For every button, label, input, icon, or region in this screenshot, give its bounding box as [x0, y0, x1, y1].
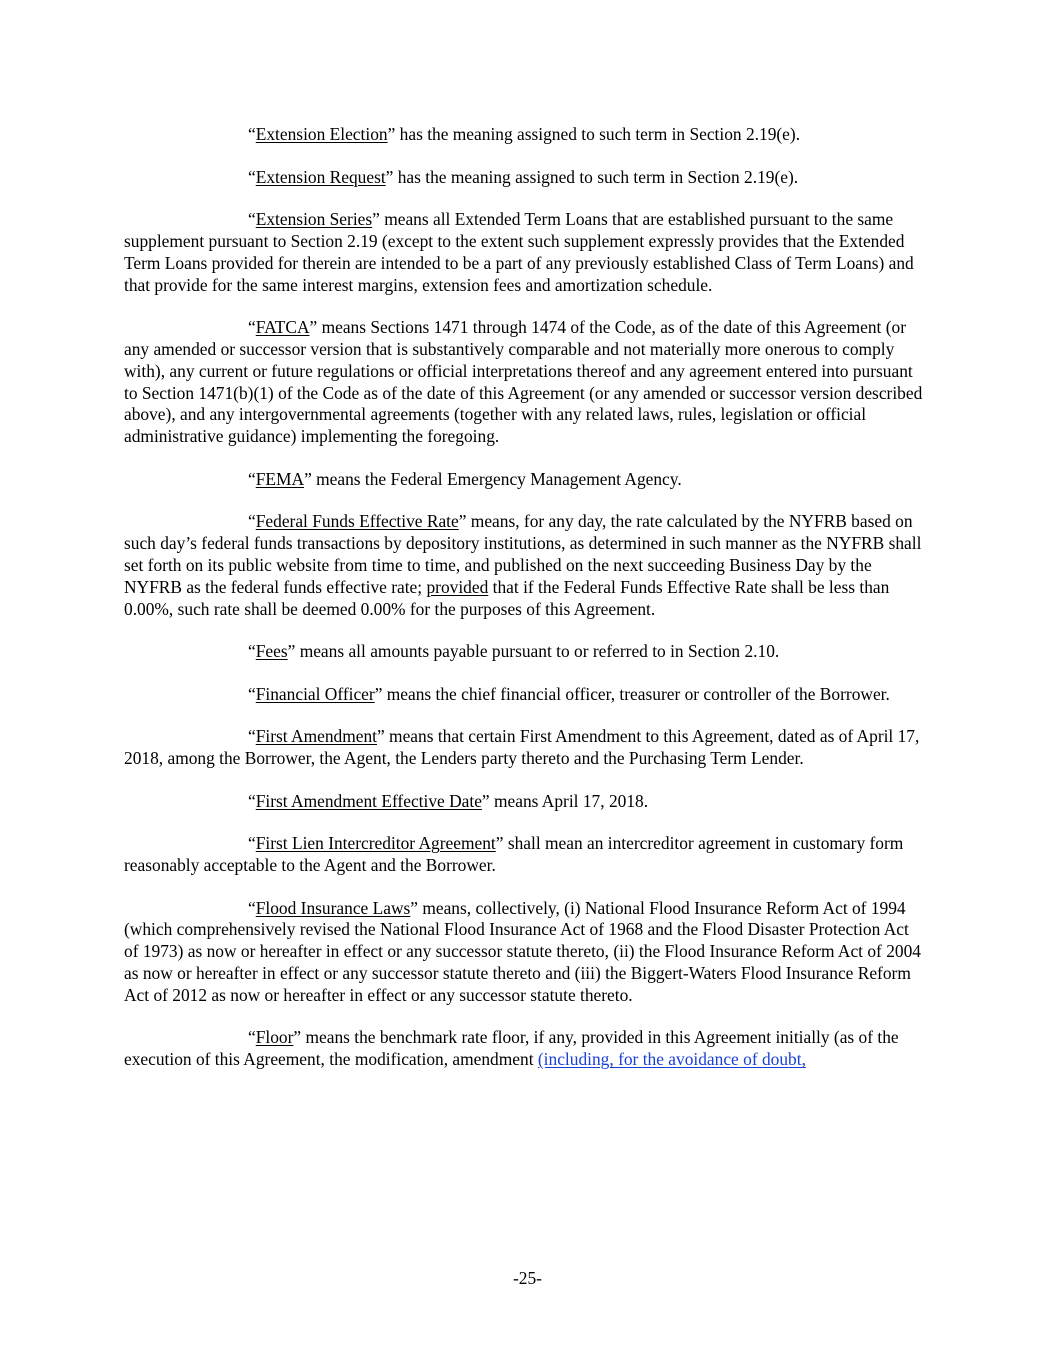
definition-first-amendment-effective-date	[124, 791, 924, 813]
definition-financial-officer	[124, 684, 924, 706]
definition-text: ” means, collectively, (i) National Flood Insurance Reform Act of 1994 (which comprehensively revised the National Flood Insurance Act of 1968 and the Flood Disaster Protection Act of 1973) as now or hereafter in effect or any successor statute thereto, (ii) the Flood Insurance Reform Act of 2004 as now or hereafter in effect or any successor statute thereto and (iii) the Biggert-Waters Flood Insurance Reform Act of 2012 as now or hereafter in effect or any successor statute thereto.	[124, 897, 921, 1005]
definition-first-lien-intercreditor-agreement	[124, 833, 924, 877]
definition-floor	[124, 1027, 924, 1071]
definition-text: ” means April 17, 2018.	[481, 790, 649, 811]
inserted-text-link[interactable]: (including, for the avoidance of doubt,	[537, 1049, 806, 1070]
provided-term: provided	[426, 576, 489, 597]
open-quote: “	[248, 468, 256, 489]
definition-extension-request	[124, 167, 924, 189]
definition-text: ” means, for any day, the rate calculated by the NYFRB based on such day’s federal funds transactions by depository institutions, as determined in such manner as the NYFRB shall set forth on its public website from time to time, and published on the next succeeding Business Day by the NYFRB as the federal funds effective rate;	[124, 511, 922, 597]
open-quote: “	[248, 683, 256, 704]
defined-term: Flood Insurance Laws	[255, 897, 411, 918]
open-quote: “	[248, 166, 256, 187]
definition-text: ” means all amounts payable pursuant to or referred to in Section 2.10.	[287, 641, 780, 662]
open-quote: “	[248, 209, 256, 230]
definition-text: ” means the chief financial officer, treasurer or controller of the Borrower.	[374, 683, 890, 704]
open-quote: “	[248, 790, 256, 811]
page-number: -25-	[513, 1268, 542, 1288]
open-quote: “	[248, 897, 256, 918]
defined-term: Fees	[255, 641, 288, 662]
open-quote: “	[248, 124, 256, 144]
definition-text: ” means all Extended Term Loans that are established pursuant to the same supplement pursuant to Section 2.19 (except to the extent such supplement expressly provides that the Extended Term Loans provided for therein are intended to be a part of any previously established Class of Term Loans) and that provide for the same interest margins, extension fees and amortization schedule.	[124, 209, 914, 295]
definition-text: ” means the benchmark rate floor, if any, provided in this Agreement initially (as of the execution of this Agreement, the modification, amendment	[124, 1027, 899, 1070]
definition-text: ” shall mean an intercreditor agreement in customary form reasonably acceptable to the Agent and the Borrower.	[124, 833, 904, 876]
defined-term: Extension Request	[255, 166, 386, 187]
defined-term: Extension Series	[255, 209, 373, 230]
definition-fatca	[124, 317, 924, 448]
document-body	[124, 124, 924, 1092]
definition-extension-series	[124, 209, 924, 296]
definition-text: ” has the meaning assigned to such term in Section 2.19(e).	[387, 124, 801, 144]
definition-text: ” means the Federal Emergency Management Agency.	[304, 468, 682, 489]
open-quote: “	[248, 641, 256, 662]
definition-fees	[124, 641, 924, 663]
definition-first-amendment	[124, 726, 924, 770]
definition-text: ” means that certain First Amendment to this Agreement, dated as of April 17, 2018, among the Borrower, the Agent, the Lenders party thereto and the Purchasing Term Lender.	[124, 726, 920, 769]
definition-flood-insurance-laws	[124, 898, 924, 1007]
defined-term: FEMA	[255, 468, 305, 489]
open-quote: “	[248, 511, 256, 532]
definition-text-continued: that if the Federal Funds Effective Rate shall be less than 0.00%, such rate shall be deemed 0.00% for the purposes of this Agreement.	[124, 576, 890, 619]
defined-term: Floor	[255, 1027, 294, 1048]
open-quote: “	[248, 1027, 256, 1048]
defined-term: Federal Funds Effective Rate	[255, 511, 459, 532]
defined-term: First Amendment	[255, 726, 377, 747]
defined-term: First Lien Intercreditor Agreement	[255, 833, 496, 854]
defined-term: Extension Election	[255, 124, 388, 144]
open-quote: “	[248, 317, 256, 338]
definition-text: ” has the meaning assigned to such term in Section 2.19(e).	[385, 166, 799, 187]
definition-extension-election	[124, 124, 924, 146]
open-quote: “	[248, 726, 256, 747]
defined-term: First Amendment Effective Date	[255, 790, 482, 811]
defined-term: FATCA	[255, 317, 310, 338]
open-quote: “	[248, 833, 256, 854]
definition-fema	[124, 469, 924, 491]
definition-text: ” means Sections 1471 through 1474 of the Code, as of the date of this Agreement (or any amended or successor version that is substantively comparable and not materially more onerous to comply with), any current or future regulations or official interpretations thereof and any agreement entered into pursuant to Section 1471(b)(1) of the Code as of the date of this Agreement (or any amended or successor version described above), and any intergovernmental agreements (together with any related laws, rules, legislation or official administrative guidance) implementing the foregoing.	[124, 317, 923, 447]
definition-federal-funds-effective-rate	[124, 511, 924, 620]
defined-term: Financial Officer	[255, 683, 375, 704]
